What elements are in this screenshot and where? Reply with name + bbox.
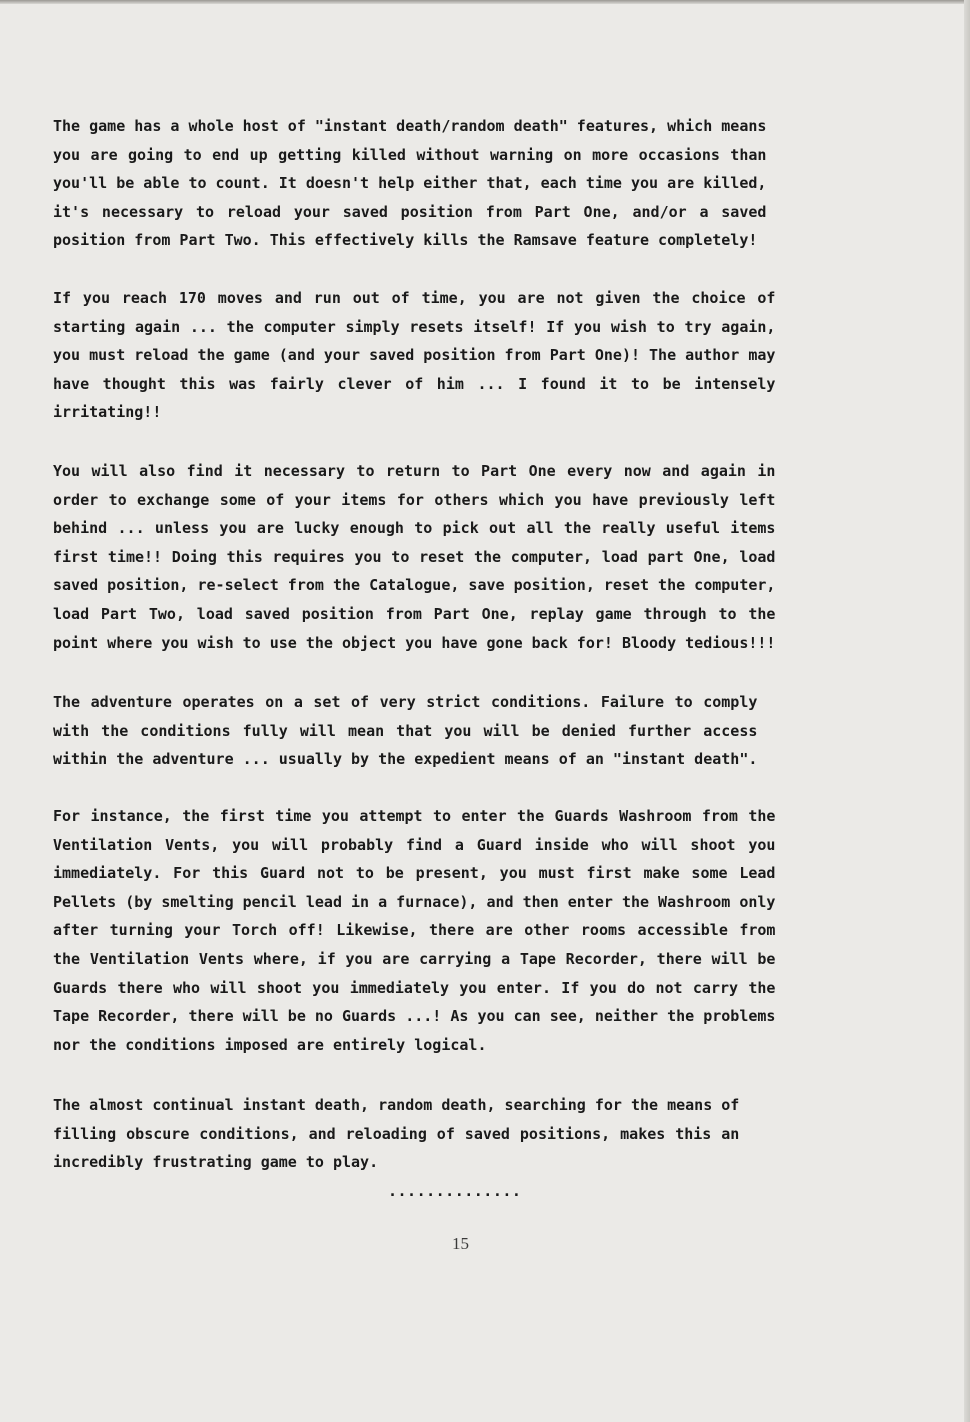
text-line: behind ... unless you are lucky enough to pick out all the really useful items [53,519,776,538]
text-line: saved position, re-select from the Catalogue, save position, reset the computer, [53,576,776,595]
paragraph-moves-limit [53,284,775,427]
text-line: starting again ... the computer simply resets itself! If you wish to try again, [53,317,776,336]
paragraph-strict-conditions [53,688,757,774]
paragraph-return-part-one [53,457,775,657]
text-line: have thought this was fairly clever of him ... I found it to be intensely [53,374,776,393]
text-line: you are going to end up getting killed without warning on more occasions than [53,145,767,164]
text-line: Tape Recorder, there will be no Guards ...! As you can see, neither the problems [53,1007,776,1026]
paragraph-conclusion [53,1091,739,1177]
text-line: order to exchange some of your items for others which you have previously left [53,490,776,509]
paragraph-instant-death [53,112,766,255]
text-line: you'll be able to count. It doesn't help either that, each time you are killed, [53,174,767,193]
text-line: The almost continual instant death, random death, searching for the means of [53,1096,740,1114]
text-line: immediately. For this Guard not to be present, you must first make some Lead [53,864,776,883]
text-line: You will also find it necessary to return to Part One every now and again in [53,462,776,480]
text-line: position from Part Two. This effectively kills the Ramsave feature completely! [53,231,758,250]
text-line: load Part Two, load saved position from Part One, replay game through to the [53,604,776,623]
text-line: Ventilation Vents, you will probably find a Guard inside who will shoot you [53,835,776,854]
text-line: first time!! Doing this requires you to reset the computer, load part One, load [53,547,776,566]
page-right-edge [964,0,970,1422]
text-line: with the conditions fully will mean that you will be denied further access [53,721,758,740]
text-line: the Ventilation Vents where, if you are carrying a Tape Recorder, there will be [53,949,776,968]
text-line: The game has a whole host of "instant death/random death" features, which means [53,117,767,135]
text-line: If you reach 170 moves and run out of time, you are not given the choice of [53,289,776,307]
text-line: The adventure operates on a set of very strict conditions. Failure to comply [53,693,758,711]
text-line: within the adventure ... usually by the expedient means of an "instant death". [53,750,758,769]
text-line: after turning your Torch off! Likewise, there are other rooms accessible from [53,921,776,940]
page-top-edge [0,0,970,4]
paragraph-for-instance [53,802,775,1059]
text-line: irritating!! [53,403,162,422]
page-number: 15 [452,1234,469,1253]
text-line: Pellets (by smelting pencil lead in a furnace), and then enter the Washroom only [53,892,776,911]
text-line: For instance, the first time you attempt to enter the Guards Washroom from the [53,807,776,825]
text-line: you must reload the game (and your saved position from Part One)! The author may [53,346,776,365]
text-line: Guards there who will shoot you immediately you enter. If you do not carry the [53,978,776,997]
text-line: point where you wish to use the object you have gone back for! Bloody tedious!!! [53,633,776,652]
text-line: incredibly frustrating game to play. [53,1153,379,1172]
text-line: nor the conditions imposed are entirely logical. [53,1035,487,1054]
end-marker: .............. [388,1182,522,1200]
text-line: it's necessary to reload your saved position from Part One, and/or a saved [53,202,767,221]
text-line: filling obscure conditions, and reloading of saved positions, makes this an [53,1124,740,1143]
